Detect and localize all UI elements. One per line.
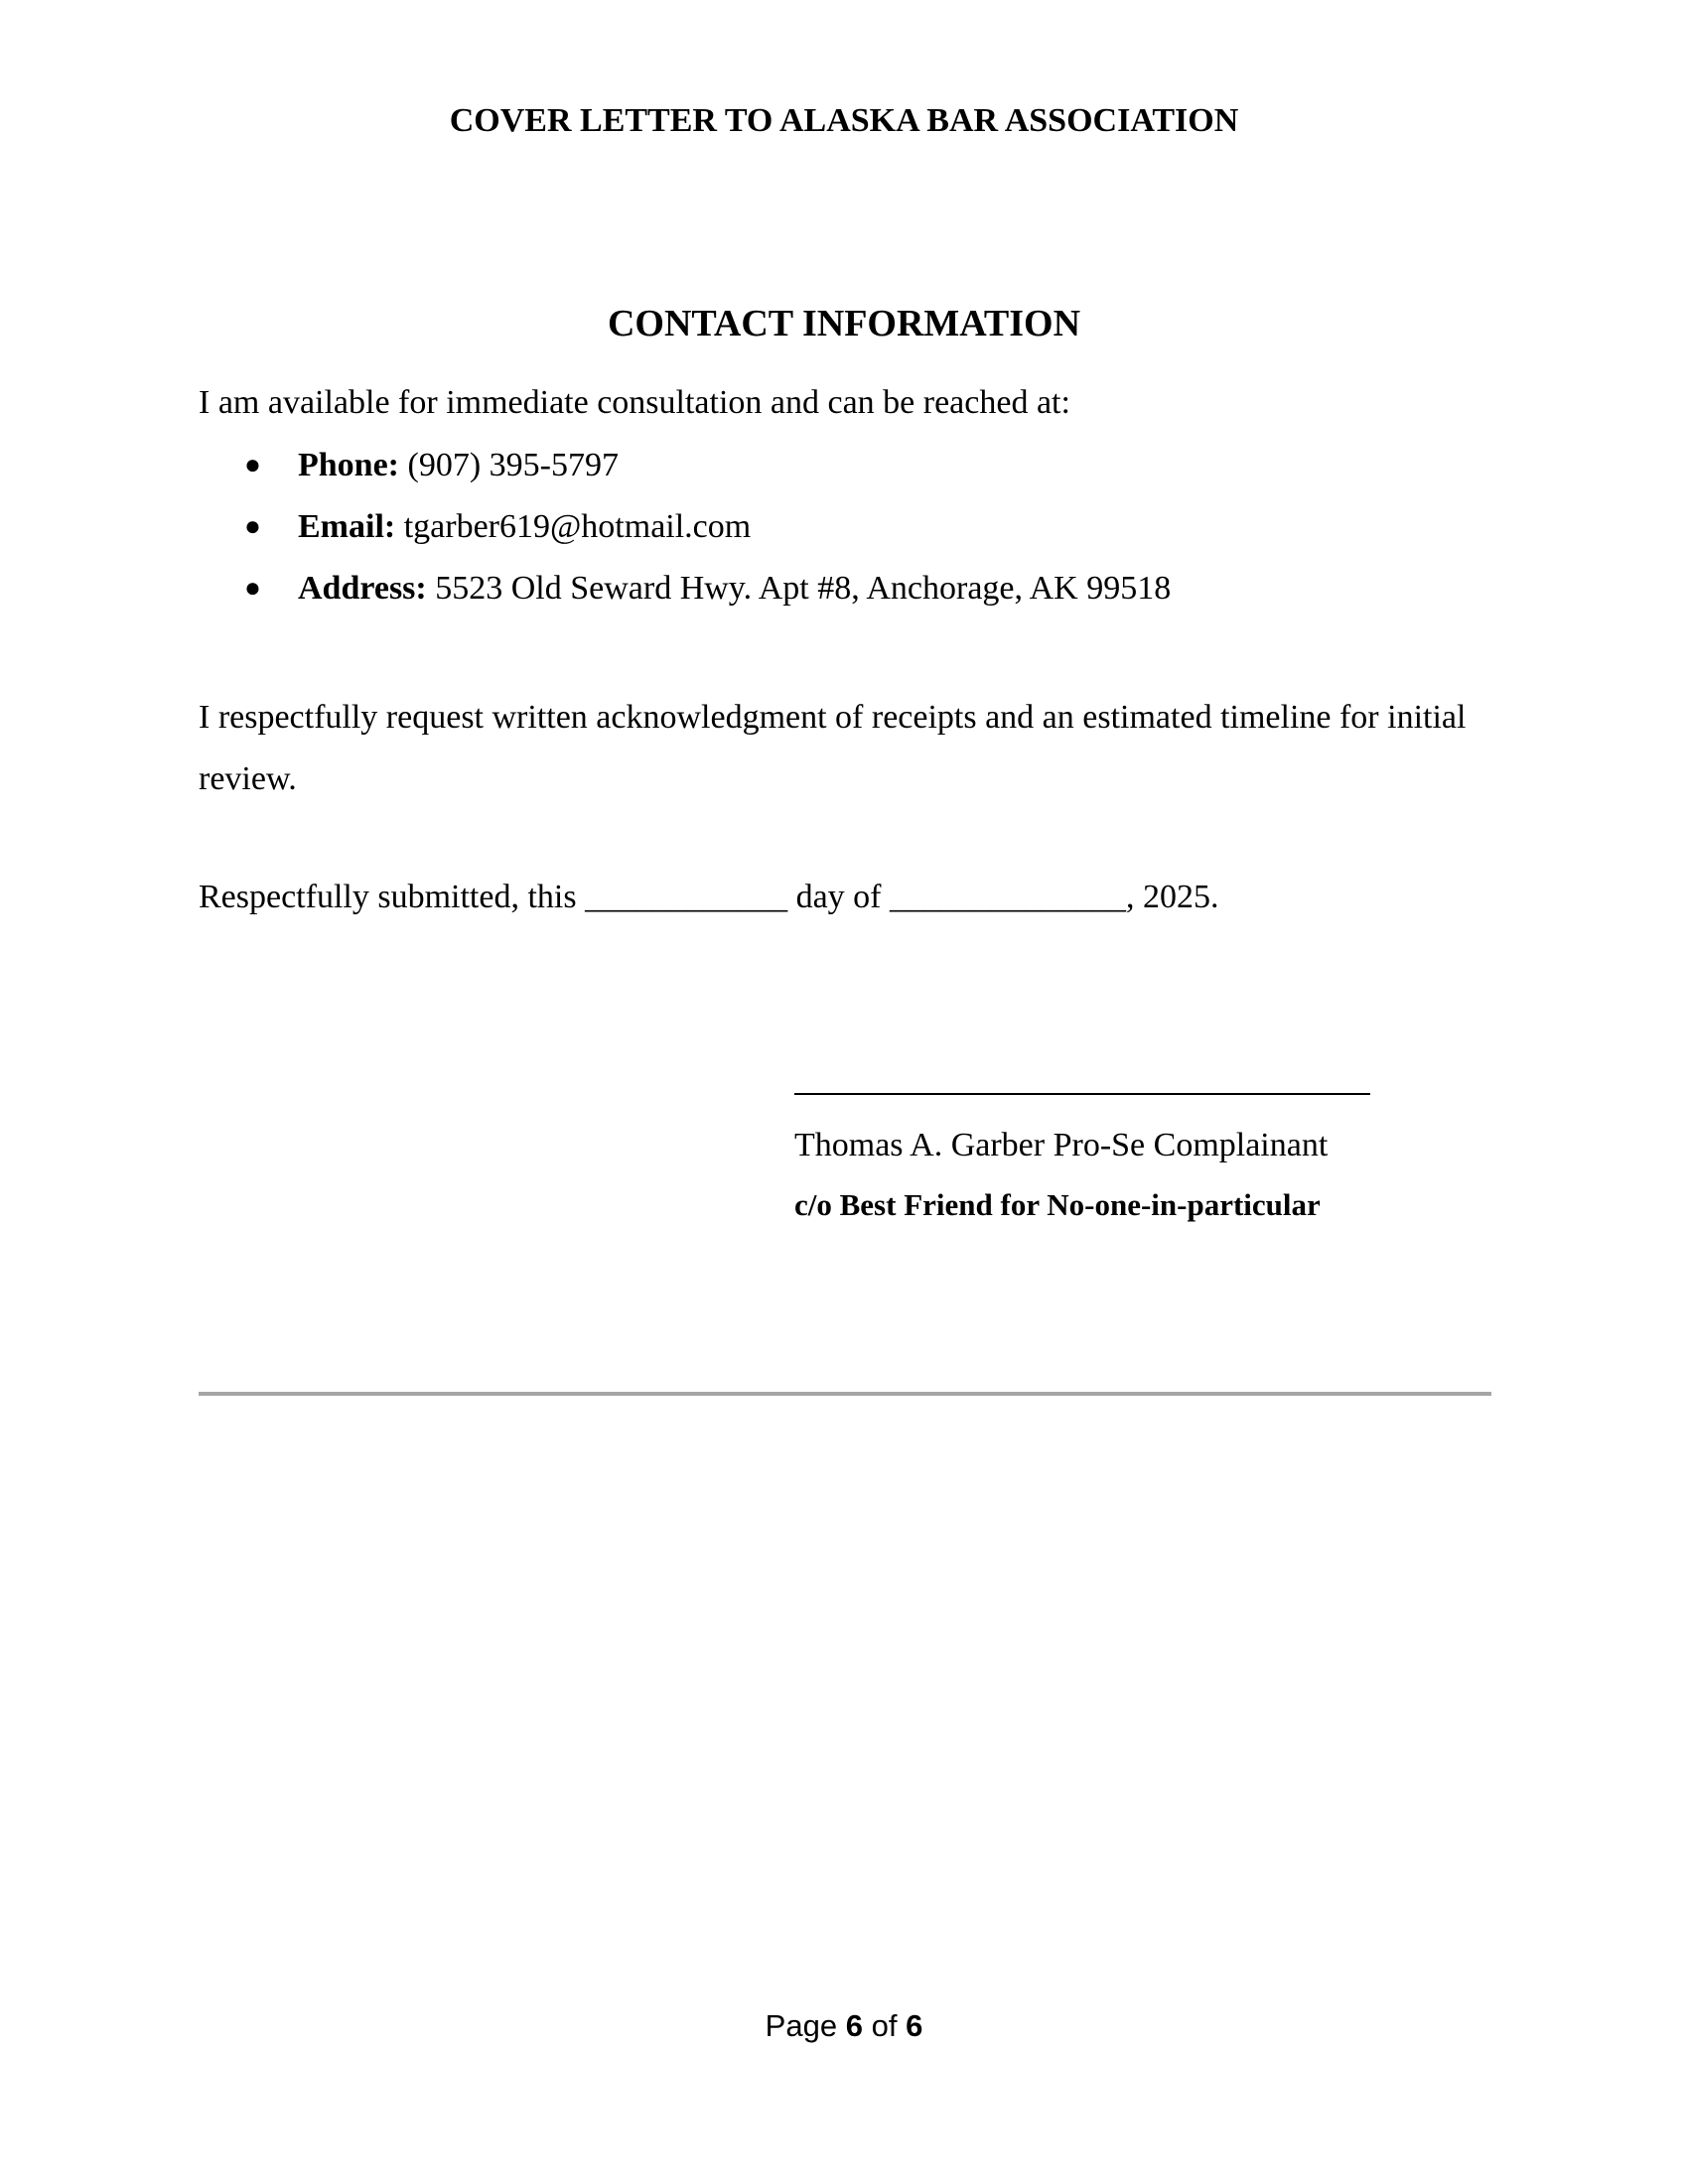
- page-footer: [0, 2005, 1688, 2047]
- letter-header-title: COVER LETTER TO ALASKA BAR ASSOCIATION: [449, 102, 1239, 139]
- section-divider: [199, 1392, 1491, 1396]
- current-page-number: 6: [845, 2008, 863, 2043]
- signature-line: [794, 1093, 1370, 1095]
- contact-item-phone: [199, 442, 1171, 503]
- bullet-icon: ●: [244, 573, 261, 604]
- contact-section-title: CONTACT INFORMATION: [607, 303, 1081, 344]
- contact-value: (907) 395-5797: [407, 447, 619, 483]
- signature-name: Thomas A. Garber Pro-Se Complainant: [794, 1127, 1329, 1163]
- signature-role: c/o Best Friend for No-one-in-particular: [794, 1187, 1321, 1222]
- bullet-icon: ●: [244, 450, 261, 480]
- submitted-line: Respectfully submitted, this ____________ day of ______________, 2025.: [199, 879, 1219, 915]
- contact-value: tgarber619@hotmail.com: [403, 508, 752, 545]
- of-label: of: [871, 2008, 898, 2043]
- request-paragraph: I respectfully request written acknowledgment of receipts and an estimated timeline for initial review.: [199, 699, 1467, 797]
- total-pages-number: 6: [906, 2008, 923, 2043]
- contact-label: Email:: [298, 508, 396, 545]
- contact-label: Phone:: [298, 447, 399, 483]
- contact-value: 5523 Old Seward Hwy. Apt #8, Anchorage, AK 99518: [435, 570, 1172, 607]
- contact-list: [199, 442, 1171, 626]
- contact-label: Address:: [298, 570, 427, 607]
- bullet-icon: ●: [244, 511, 261, 542]
- contact-item-email: [199, 503, 1171, 565]
- contact-item-address: [199, 565, 1171, 626]
- contact-intro-text: I am available for immediate consultation and can be reached at:: [199, 384, 1070, 421]
- page-label: Page: [765, 2008, 838, 2043]
